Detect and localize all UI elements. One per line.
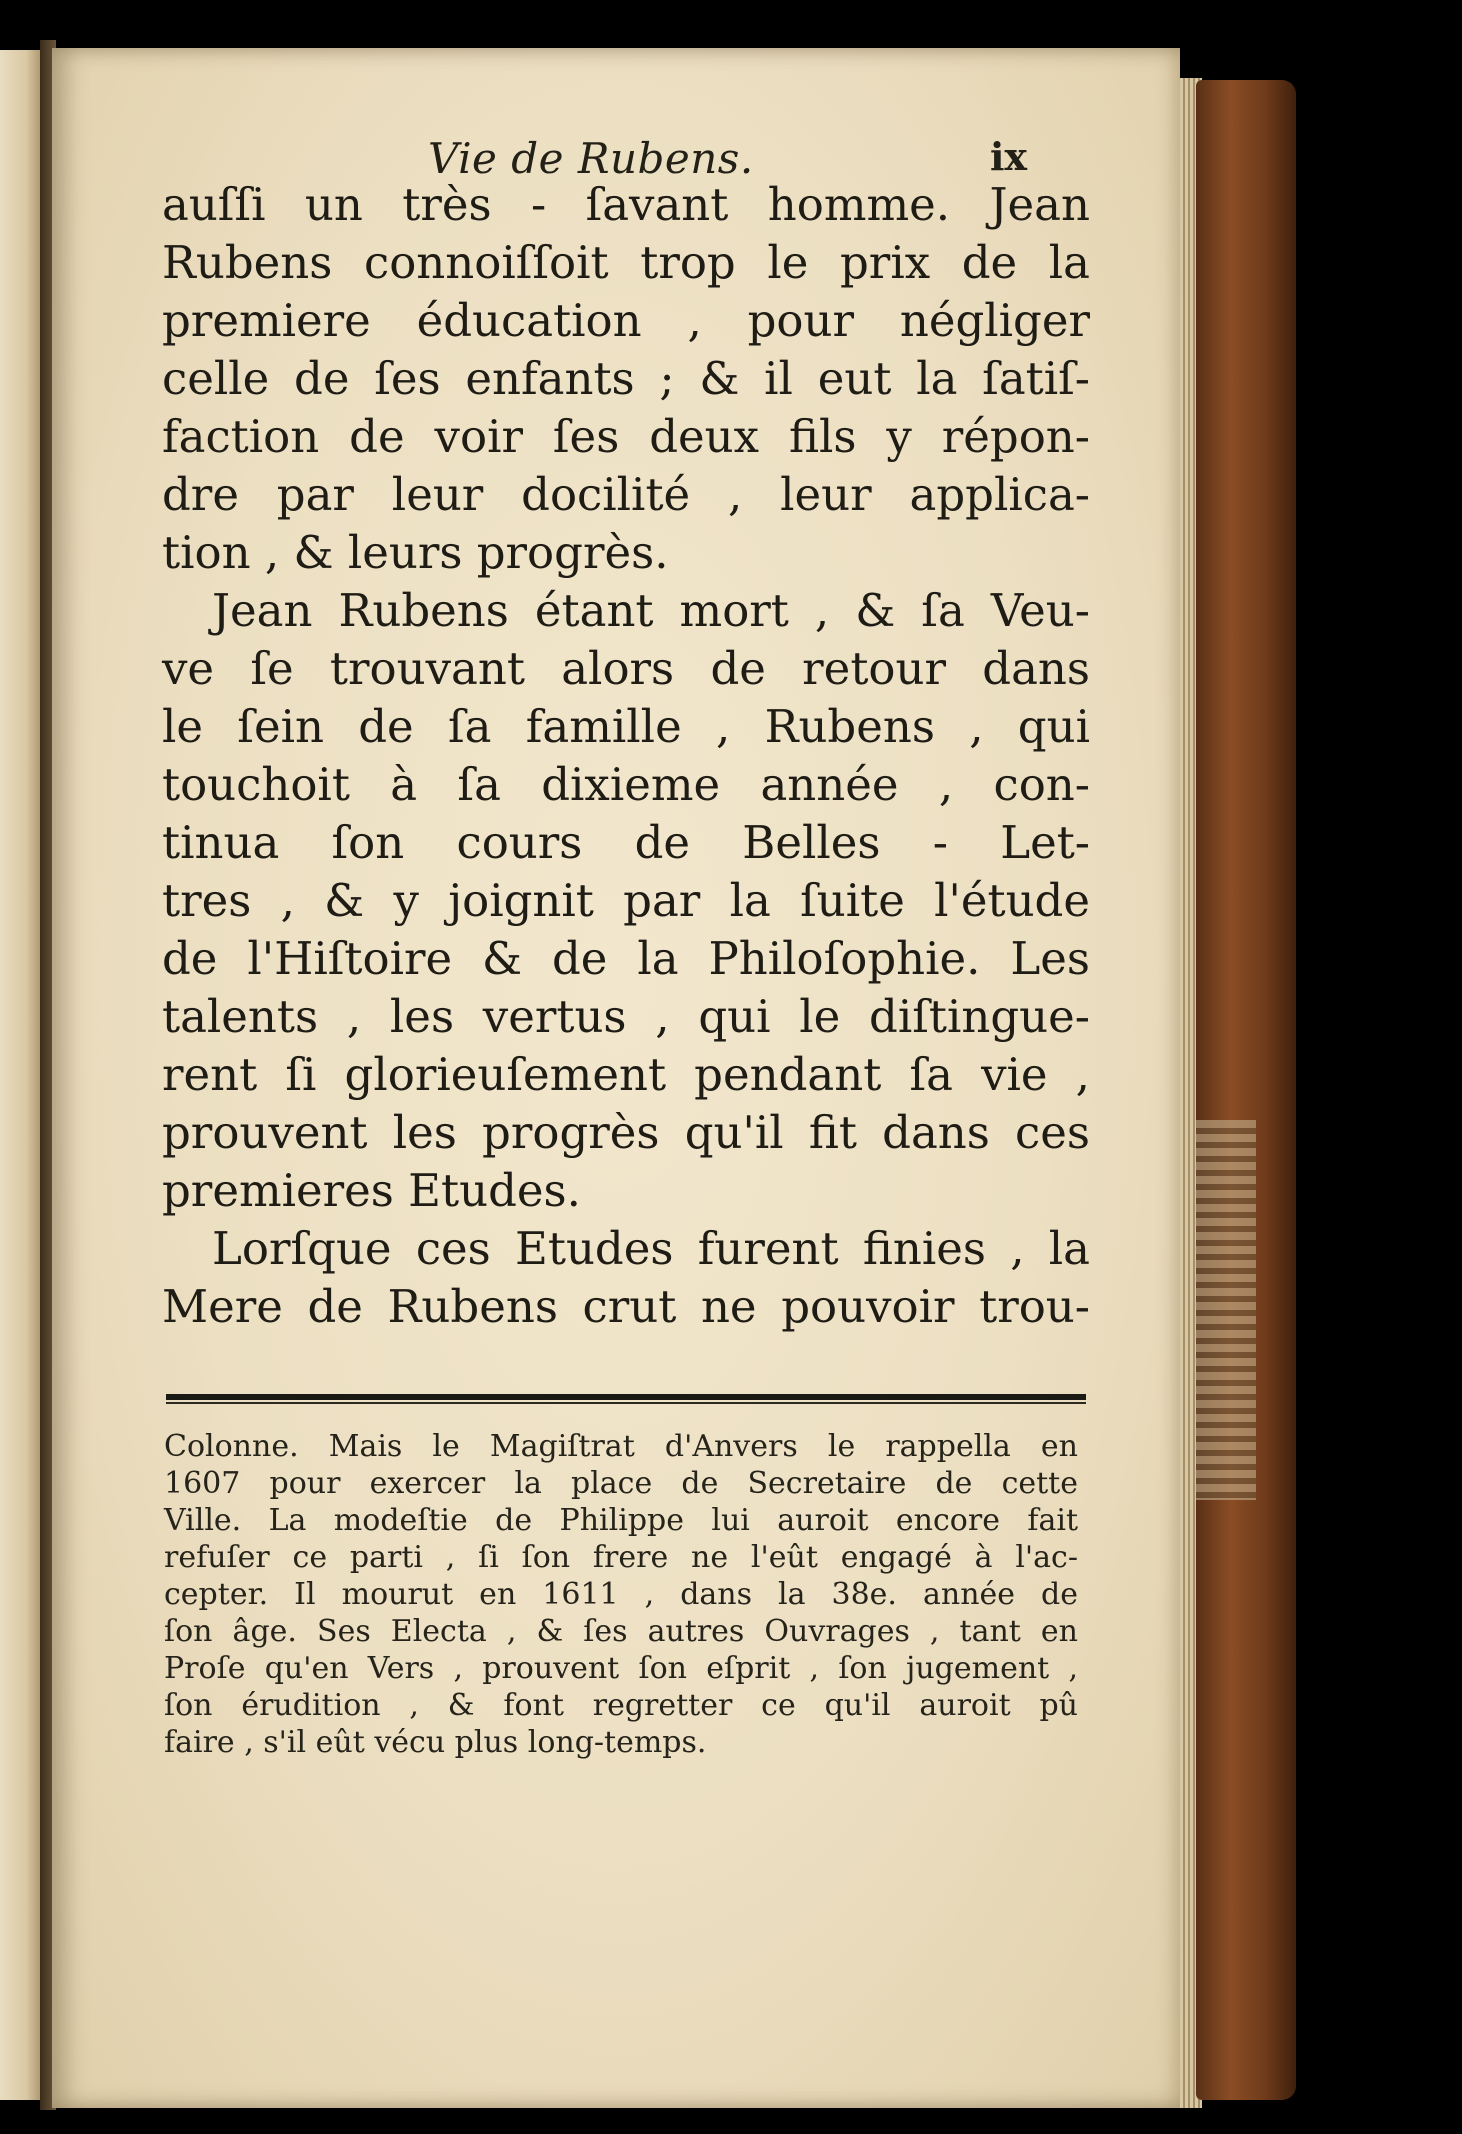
footnote-line: ſon érudition , & font regretter ce qu'il auroit pû <box>164 1688 1078 1723</box>
footnote-line: 1607 pour exercer la place de Secretaire de cette <box>164 1466 1078 1501</box>
footnote-line: refuſer ce parti , ſi ſon frere ne l'eût engagé à l'ac- <box>164 1540 1078 1575</box>
footnote-line: ſon âge. Ses Electa , & ſes autres Ouvrages , tant en <box>164 1614 1078 1649</box>
body-line: dre par leur docilité , leur applica- <box>162 468 1090 521</box>
body-line: Mere de Rubens crut ne pouvoir trou- <box>162 1280 1090 1333</box>
body-line: le ſein de ſa famille , Rubens , qui <box>162 700 1090 753</box>
footnote-line: Colonne. Mais le Magiſtrat d'Anvers le rappella en <box>164 1429 1078 1464</box>
footnote-rule-thin <box>166 1402 1086 1404</box>
body-line: touchoit à ſa dixieme année , con- <box>162 758 1090 811</box>
body-line: talents , les vertus , qui le diſtingue- <box>162 990 1090 1043</box>
page-number: ix <box>990 134 1028 179</box>
body-line: Lorſque ces Etudes furent finies , la <box>212 1222 1090 1275</box>
footnote-line: faire , s'il eût vécu plus long-temps. <box>164 1725 707 1760</box>
footnote-rule <box>166 1394 1086 1400</box>
body-line: de l'Hiſtoire & de la Philoſophie. Les <box>162 932 1090 985</box>
body-line: Jean Rubens étant mort , & ſa Veu- <box>212 584 1090 637</box>
running-head: Vie de Rubens. <box>428 134 754 183</box>
body-line: auſſi un très - ſavant homme. Jean <box>162 178 1090 231</box>
footnote-line: cepter. Il mourut en 1611 , dans la 38e. année de <box>164 1577 1078 1612</box>
body-line: celle de ſes enfants ; & il eut la ſatiſ- <box>162 352 1090 405</box>
body-line: premieres Etudes. <box>162 1164 581 1217</box>
body-line: ve ſe trouvant alors de retour dans <box>162 642 1090 695</box>
body-line: tres , & y joignit par la ſuite l'étude <box>162 874 1090 927</box>
body-line: premiere éducation , pour négliger <box>162 294 1090 347</box>
previous-page-edge <box>0 50 44 2100</box>
footnote <box>164 1428 1078 1761</box>
leather-binding <box>1196 80 1296 2100</box>
body-line: tion , & leurs progrès. <box>162 526 669 579</box>
worn-binding-edge <box>1196 1120 1256 1500</box>
body-line: faction de voir ſes deux fils y répon- <box>162 410 1090 463</box>
book-page <box>52 48 1180 2108</box>
body-line: Rubens connoiſſoit trop le prix de la <box>162 236 1090 289</box>
body-line: prouvent les progrès qu'il fit dans ces <box>162 1106 1090 1159</box>
body-line: rent ſi glorieuſement pendant ſa vie , <box>162 1048 1090 1101</box>
body-text <box>162 176 1090 1336</box>
footnote-line: Ville. La modeſtie de Philippe lui auroit encore fait <box>164 1503 1078 1538</box>
footnote-line: Proſe qu'en Vers , prouvent ſon eſprit , ſon jugement , <box>164 1651 1078 1686</box>
body-line: tinua ſon cours de Belles - Let- <box>162 816 1090 869</box>
